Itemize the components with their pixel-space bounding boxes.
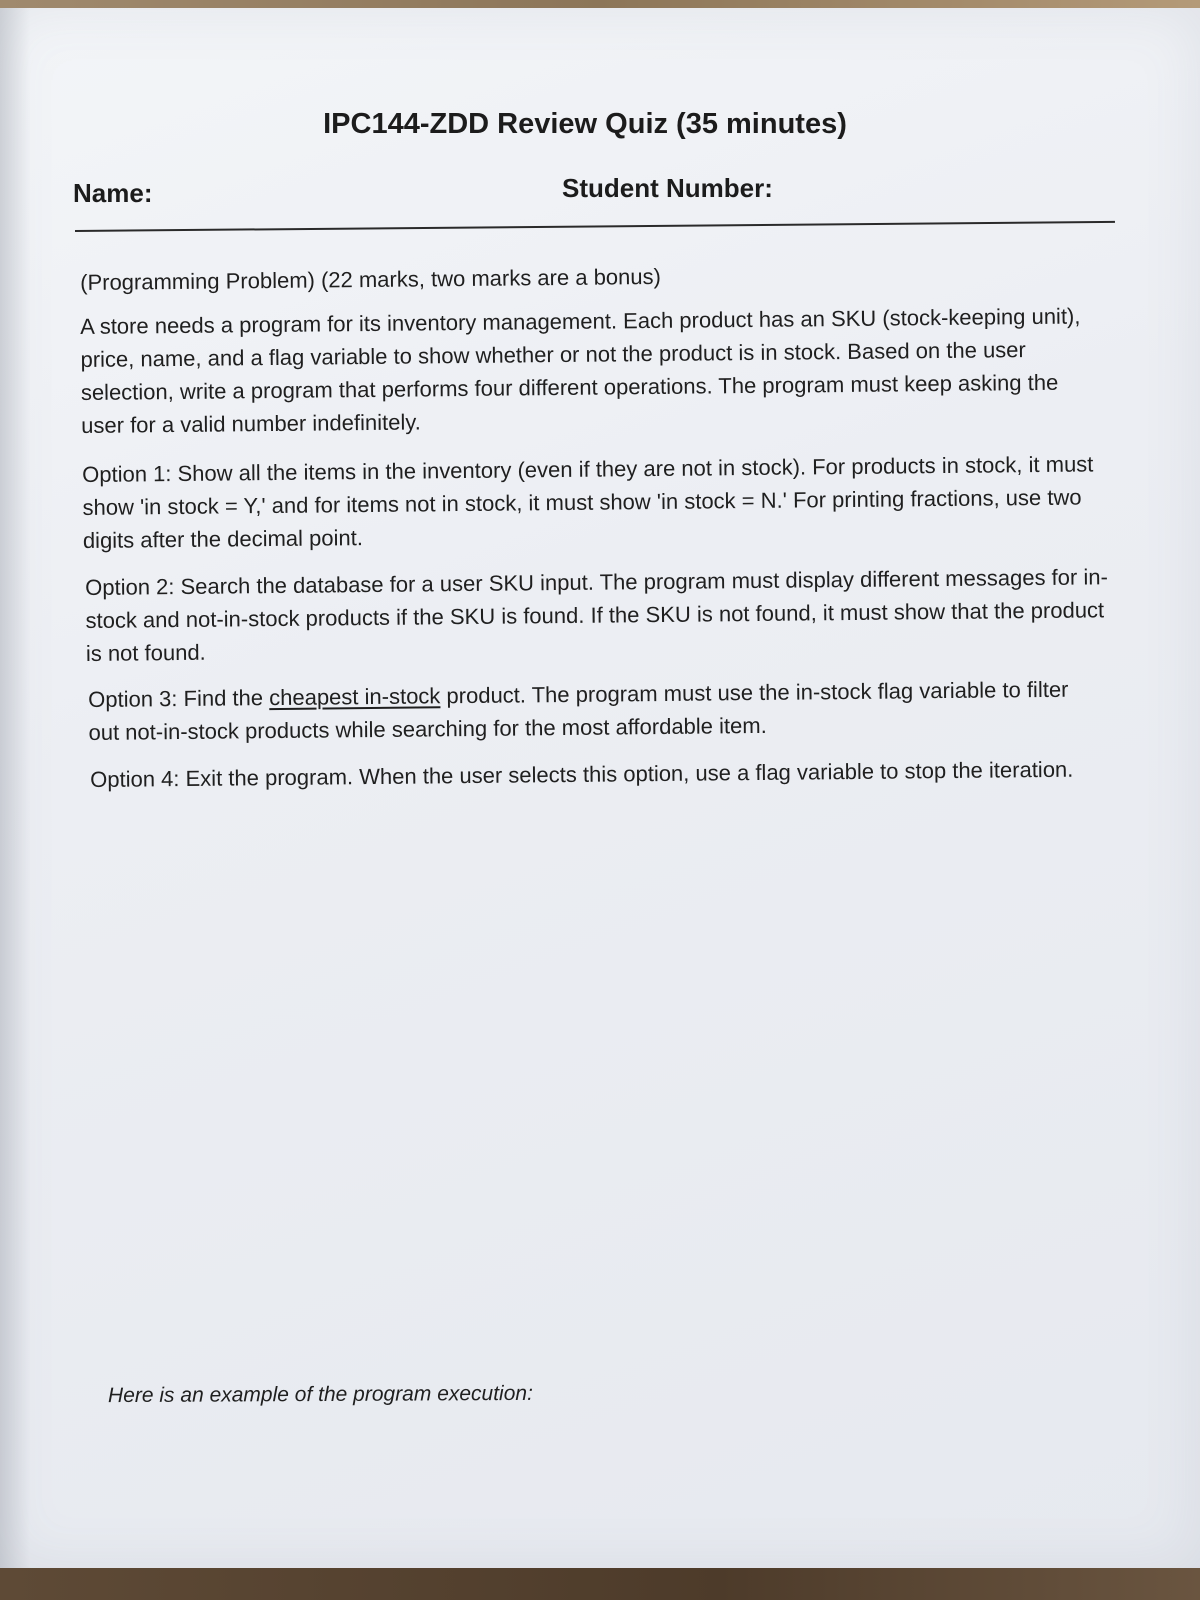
example-execution-caption: Here is an example of the program execution: [107,1381,533,1408]
paper-edge-shadow [0,8,30,1570]
problem-intro-paragraph: A store needs a program for its inventory management. Each product has an SKU (stock-keeping unit), price, name, and a flag variable to show whether or not the product is in stock. Based on the user selection, write a program that performs four different operations. The program must keep asking the user for a valid number indefinitely. [80,303,1081,438]
option-1-paragraph: Option 1: Show all the items in the inventory (even if they are not in stock). For products in stock, it must show 'in stock = Y,' and for items not in stock, it must show 'in stock = N.' For printing fractions, use two digits after the decimal point. [82,451,1094,553]
option-2-paragraph: Option 2: Search the database for a user SKU input. The program must display different messages for in-stock and not-in-stock products if the SKU is found. If the SKU is not found, it must show that the product is not found. [85,564,1108,666]
quiz-paper-sheet [0,8,1200,1570]
option-3-paragraph [88,673,1089,749]
option-3-text-end: product. The program must use the in-stock flag variable to filter out not-in-stock products while searching for the most affordable item. [88,676,1069,745]
name-label: Name: [73,178,153,208]
option-4-paragraph: Option 4: Exit the program. When the user selects this option, use a flag variable to stop the iteration. [90,756,1074,792]
quiz-title: IPC144-ZDD Review Quiz (35 minutes) [323,108,847,140]
option-3-underlined-phrase: cheapest in-stock [269,683,441,711]
header-divider-line [75,221,1115,232]
option-3-text-start: Option 3: Find the [88,685,270,712]
student-number-label: Student Number: [562,173,773,203]
problem-heading: (Programming Problem) (22 marks, two marks are a bonus) [80,263,662,295]
desk-surface-bottom [0,1568,1200,1600]
